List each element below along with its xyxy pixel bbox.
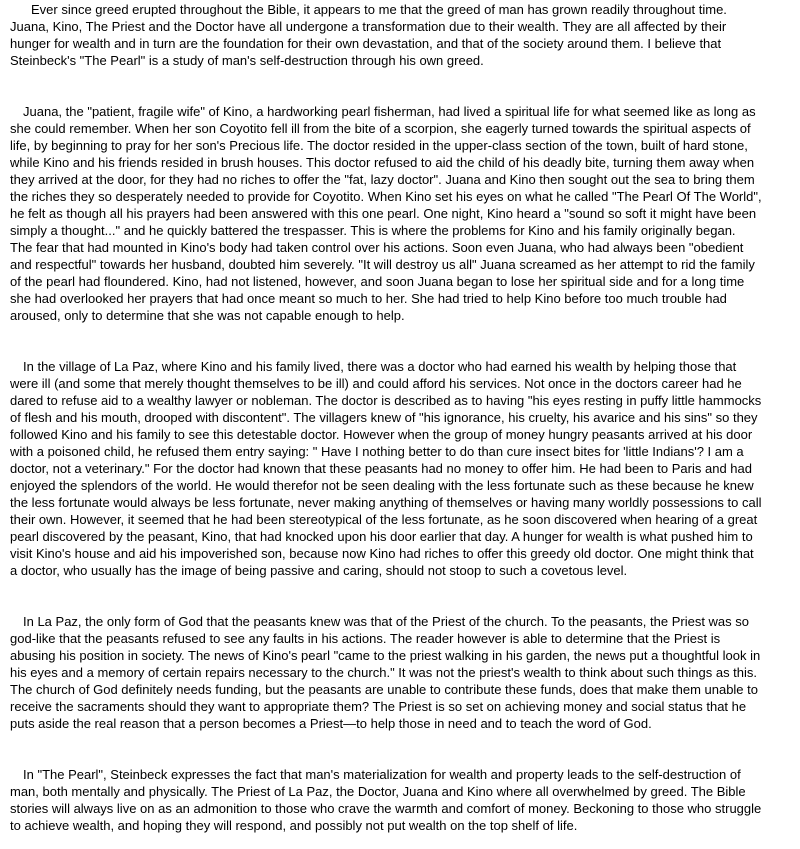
text-line: his eyes and a memory of certain repairs necessary to the church." It was not the priest's wealth to think about such things as this. [10,665,758,680]
text-line: The fear that had mounted in Kino's body had taken control over his actions. Soon even Juana, who had always been "obedient [10,240,744,255]
text-line: Ever since greed erupted throughout the Bible, it appears to me that the greed of man has grown readily throughout time. [31,2,727,17]
paragraph-3 [10,358,800,579]
text-line: hunger for wealth and in turn are the foundation for their own devastation, and that of the society around them. I believe that [10,36,722,51]
text-line: he felt as though all his prayers had been answered with this one pearl. One night, Kino heard a "sound so soft it might have been [10,206,757,221]
text-line: god-like that the peasants refused to see any faults in his actions. The reader however is able to determine that the Priest is [10,631,721,646]
text-line: man, both mentally and physically. The Priest of La Paz, the Doctor, Juana and Kino where all overwhelmed by greed. The Bible [10,784,746,799]
text-line: she had overlooked her prayers that had once meant so much to her. She had tried to help Kino before too much trouble had [10,291,727,306]
text-line: The church of God definitely needs funding, but the peasants are unable to contribute these funds, does that make them unable to [10,682,758,697]
text-line: doctor, not a veterinary." For the doctor had known that these peasants had no money to offer him. He had been to Paris and had [10,461,752,476]
text-line: she could remember. When her son Coyotito fell ill from the bite of a scorpion, she eagerly turned towards the spiritual aspects of [10,121,751,136]
text-line: Steinbeck's "The Pearl" is a study of man's self-destruction through his own greed. [10,53,484,68]
text-line: with a poisoned child, he refused them entry saying: " Have I nothing better to do than cure insect bites for 'little Indians'? I am a [10,444,744,459]
text-line: while Kino and his friends resided in brush houses. This doctor refused to aid the child of his deadly bite, turning them away when [10,155,755,170]
text-line: to achieve wealth, and hoping they will respond, and possibly not put wealth on the top shelf of life. [10,818,578,833]
text-line: abusing his position in society. The news of Kino's pearl "came to the priest walking in his garden, the news put a thoughtful look in [10,648,761,663]
text-line: puts aside the real reason that a person becomes a Priest—to help those in need and to teach the word of God. [10,716,652,731]
text-line: and respectful" towards her husband, doubted him severely. "It will destroy us all" Juana screamed as her attempt to rid the family [10,257,755,272]
text-line: aroused, only to determine that she was not capable enough to help. [10,308,405,323]
text-line: life, by beginning to pray for her son's Precious life. The doctor resided in the upper-class section of the town, built of hard stone, [10,138,748,153]
text-line: pearl discovered by the peasant, Kino, that had knocked upon his door earlier that day. A hunger for wealth is what pushed him to [10,529,753,544]
text-line: In La Paz, the only form of God that the peasants knew was that of the Priest of the church. To the peasants, the Priest was so [23,614,750,629]
text-line: were ill (and some that merely thought themselves to be ill) and could afford his services. Not once in the doctors career had he [10,376,742,391]
text-line: followed Kino and his family to see this detestable doctor. However when the group of money hungry peasants arrived at his door [10,427,753,442]
text-line: simply a thought..." and he quickly battered the trespasser. This is where the problems for Kino and his family originally began. [10,223,736,238]
text-line: visit Kino's house and aid his impoverished son, because now Kino had riches to offer this greedy old doctor. One might think that [10,546,754,561]
paragraph-1 [10,1,800,69]
paragraph-2 [10,103,800,324]
text-line: a doctor, who usually has the image of being passive and caring, should not stoop to such a covetous level. [10,563,628,578]
text-line: the less fortunate would always be less fortunate, never making anything of themselves or having many worldly possessions to call [10,495,762,510]
text-line: their own. However, it seemed that he had been stereotypical of the less fortunate, as he soon discovered when hearing of a great [10,512,758,527]
text-line: receive the sacraments should they want to appropriate them? The Priest is so set on achieving money and social status that he [10,699,747,714]
text-line: Juana, the "patient, fragile wife" of Kino, a hardworking pearl fisherman, had lived a spiritual life for what seemed like as long as [23,104,756,119]
text-line: In "The Pearl", Steinbeck expresses the fact that man's materialization for wealth and property leads to the self-destruction of [23,767,741,782]
paragraph-4 [10,613,800,732]
text-line: enjoyed the splendors of the world. He would therefor not be seen dealing with the less fortunate such as these because he knew [10,478,754,493]
text-line: of flesh and his mouth, drooped with discontent". The villagers knew of "his ignorance, his cruelty, his avarice and his sins" so they [10,410,758,425]
text-line: dared to refuse aid to a wealthy lawyer or nobleman. The doctor is described as to having "his eyes resting in puffy little hammocks [10,393,762,408]
paragraph-5 [10,766,800,834]
text-line: of the pearl had floundered. Kino, had not listened, however, and soon Juana began to lose her spiritual side and for a long time [10,274,745,289]
text-line: stories will always live on as an admonition to those who crave the warmth and comfort of money. Beckoning to those who struggle [10,801,762,816]
text-line: they arrived at the door, for they had no riches to offer the "fat, lazy doctor". Juana and Kino then sought out the sea to bring them [10,172,755,187]
text-line: In the village of La Paz, where Kino and his family lived, there was a doctor who had earned his wealth by helping those that [23,359,737,374]
text-line: Juana, Kino, The Priest and the Doctor have all undergone a transformation due to their wealth. They are all affected by their [10,19,727,34]
text-line: the riches they so desperately needed to provide for Coyotito. When Kino set his eyes on what he called "The Pearl Of The World", [10,189,762,204]
